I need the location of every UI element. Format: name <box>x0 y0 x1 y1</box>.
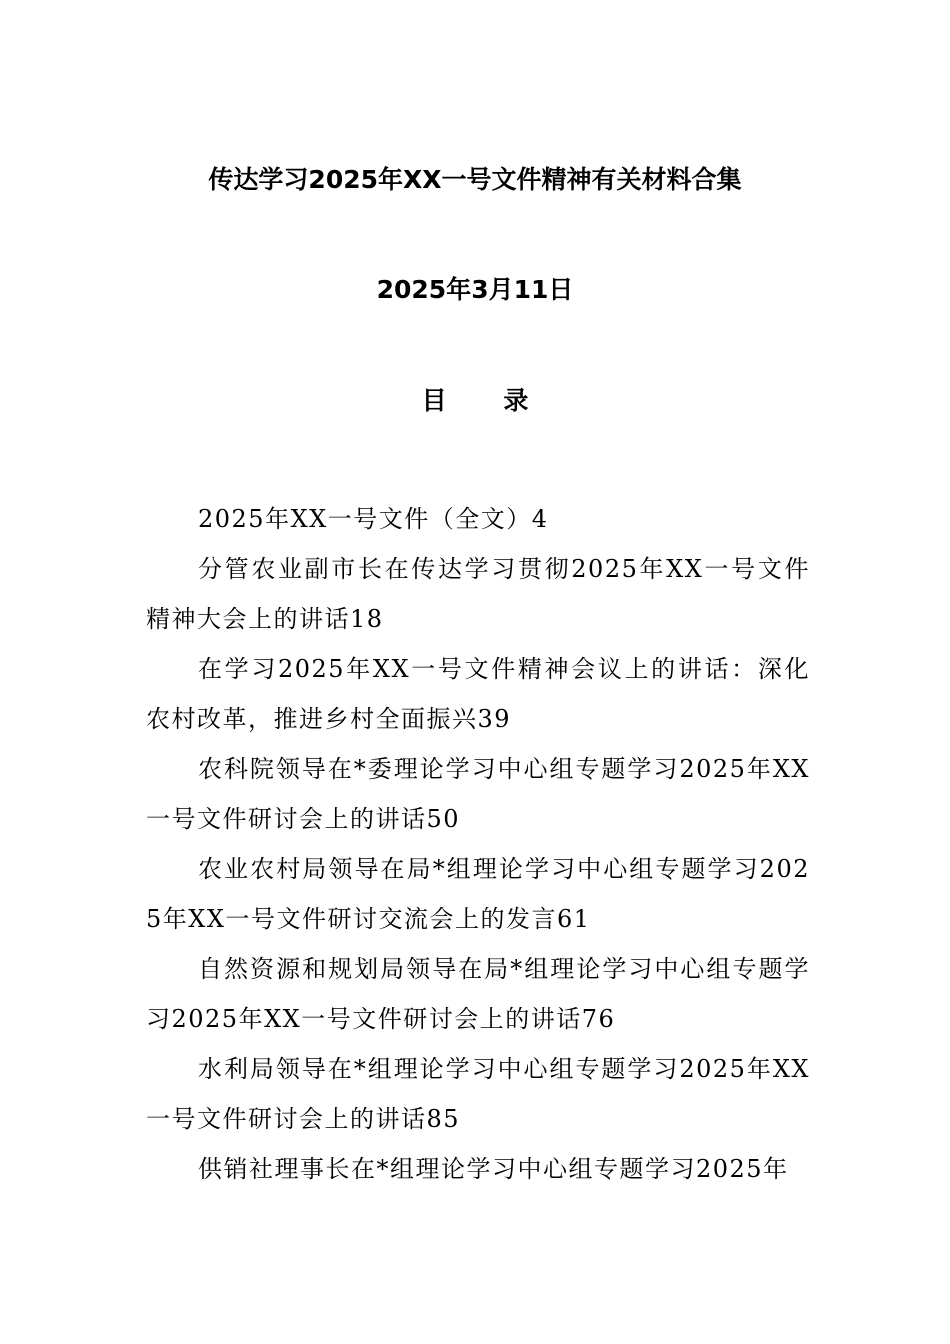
toc-entry: 农业农村局领导在局*组理论学习中心组专题学习2025年XX一号文件研讨交流会上的发言61 <box>146 855 810 933</box>
toc-entry: 供销社理事长在*组理论学习中心组专题学习2025年 <box>198 1155 789 1183</box>
toc-entry: 农科院领导在*委理论学习中心组专题学习2025年XX一号文件研讨会上的讲话50 <box>146 755 810 833</box>
toc-entry: 2025年XX一号文件（全文）4 <box>198 505 549 533</box>
toc-entry: 在学习2025年XX一号文件精神会议上的讲话：深化农村改革，推进乡村全面振兴39 <box>146 655 810 733</box>
toc-entry: 自然资源和规划局领导在局*组理论学习中心组专题学习2025年XX一号文件研讨会上的讲话76 <box>146 955 810 1033</box>
table-of-contents <box>146 494 810 1194</box>
toc-entry: 水利局领导在*组理论学习中心组专题学习2025年XX一号文件研讨会上的讲话85 <box>146 1055 810 1133</box>
document-date: 2025年3月11日 <box>376 275 574 304</box>
toc-heading: 目 录 <box>421 386 553 415</box>
toc-entry: 分管农业副市长在传达学习贯彻2025年XX一号文件精神大会上的讲话18 <box>146 555 810 633</box>
document-title: 传达学习2025年XX一号文件精神有关材料合集 <box>208 165 742 194</box>
